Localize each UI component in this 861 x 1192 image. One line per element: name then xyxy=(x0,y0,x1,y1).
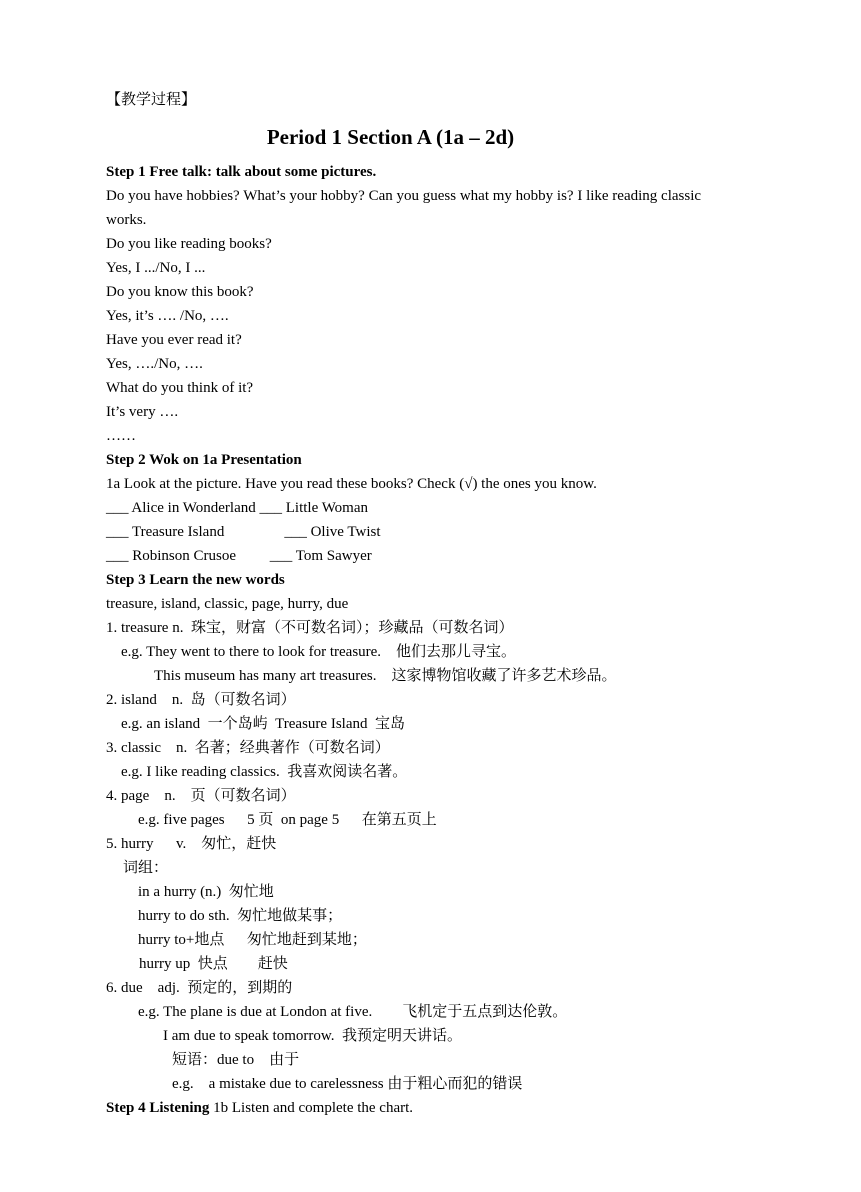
step4-line xyxy=(106,1098,413,1118)
step3-line: treasure, island, classic, page, hurry, due xyxy=(106,596,349,612)
step1-line: works. xyxy=(106,212,147,228)
section-label: 【教学过程】 xyxy=(106,92,197,108)
step1-line: …… xyxy=(106,428,136,444)
step3-line: e.g. five pages 5 页 on page 5 在第五页上 xyxy=(138,812,437,828)
title-text: Period 1 Section A (1a – 2d) xyxy=(266,125,515,149)
page-title xyxy=(0,124,861,150)
step3-line: 4. page n. 页（可数名词） xyxy=(106,788,296,804)
step1-line: Do you have hobbies? What’s your hobby? Can you guess what my hobby is? I like reading classic xyxy=(106,188,702,204)
step1-line: Have you ever read it? xyxy=(106,332,242,348)
step4-text: 1b Listen and complete the chart. xyxy=(209,1100,414,1116)
step1-line: Do you like reading books? xyxy=(106,236,272,252)
step2-line: ___ Treasure Island ___ Olive Twist xyxy=(106,524,381,540)
step3-line: hurry to do sth. 匆忙地做某事； xyxy=(138,908,343,924)
step3-line: e.g. The plane is due at London at five. 飞机定于五点到达伦敦。 xyxy=(138,1004,568,1020)
step3-line: hurry up 快点 赶快 xyxy=(139,956,288,972)
step2-heading: Step 2 Wok on 1a Presentation xyxy=(106,452,302,468)
step1-line: Yes, it’s …. /No, …. xyxy=(106,308,229,324)
step3-line: e.g. I like reading classics. 我喜欢阅读名著。 xyxy=(121,764,408,780)
step3-line: e.g. an island 一个岛屿 Treasure Island 宝岛 xyxy=(121,716,405,732)
step2-line: ___ Robinson Crusoe ___ Tom Sawyer xyxy=(106,548,372,564)
step3-line: 短语：due to 由于 xyxy=(172,1052,300,1068)
step3-line: 词组： xyxy=(123,860,169,876)
step3-line: I am due to speak tomorrow. 我预定明天讲话。 xyxy=(163,1028,462,1044)
step3-line: in a hurry (n.) 匆忙地 xyxy=(138,884,274,900)
step3-line: e.g. They went to there to look for treasure. 他们去那儿寻宝。 xyxy=(121,644,517,660)
step1-line: Yes, …./No, …. xyxy=(106,356,203,372)
step3-line: This museum has many art treasures. 这家博物馆收藏了许多艺术珍品。 xyxy=(154,668,617,684)
step3-line: 1. treasure n. 珠宝，财富（不可数名词）；珍藏品（可数名词） xyxy=(106,620,514,636)
step4-heading: Step 4 Listening xyxy=(106,1100,210,1116)
step3-line: 2. island n. 岛（可数名词） xyxy=(106,692,296,708)
step2-line: ___ Alice in Wonderland ___ Little Woman xyxy=(106,500,368,516)
step1-line: It’s very …. xyxy=(106,404,179,420)
step1-heading: Step 1 Free talk: talk about some pictures. xyxy=(106,164,377,180)
step1-line: Yes, I .../No, I ... xyxy=(106,260,206,276)
step3-line: hurry to+地点 匆忙地赶到某地； xyxy=(138,932,367,948)
step1-line: Do you know this book? xyxy=(106,284,254,300)
step3-line: 3. classic n. 名著；经典著作（可数名词） xyxy=(106,740,390,756)
step3-heading: Step 3 Learn the new words xyxy=(106,572,285,588)
step3-line: e.g. a mistake due to carelessness 由于粗心而犯的错误 xyxy=(172,1076,523,1092)
step2-line: 1a Look at the picture. Have you read these books? Check (√) the ones you know. xyxy=(106,476,597,492)
step3-line: 6. due adj. 预定的，到期的 xyxy=(106,980,293,996)
step1-line: What do you think of it? xyxy=(106,380,254,396)
step3-line: 5. hurry v. 匆忙，赶快 xyxy=(106,836,277,852)
